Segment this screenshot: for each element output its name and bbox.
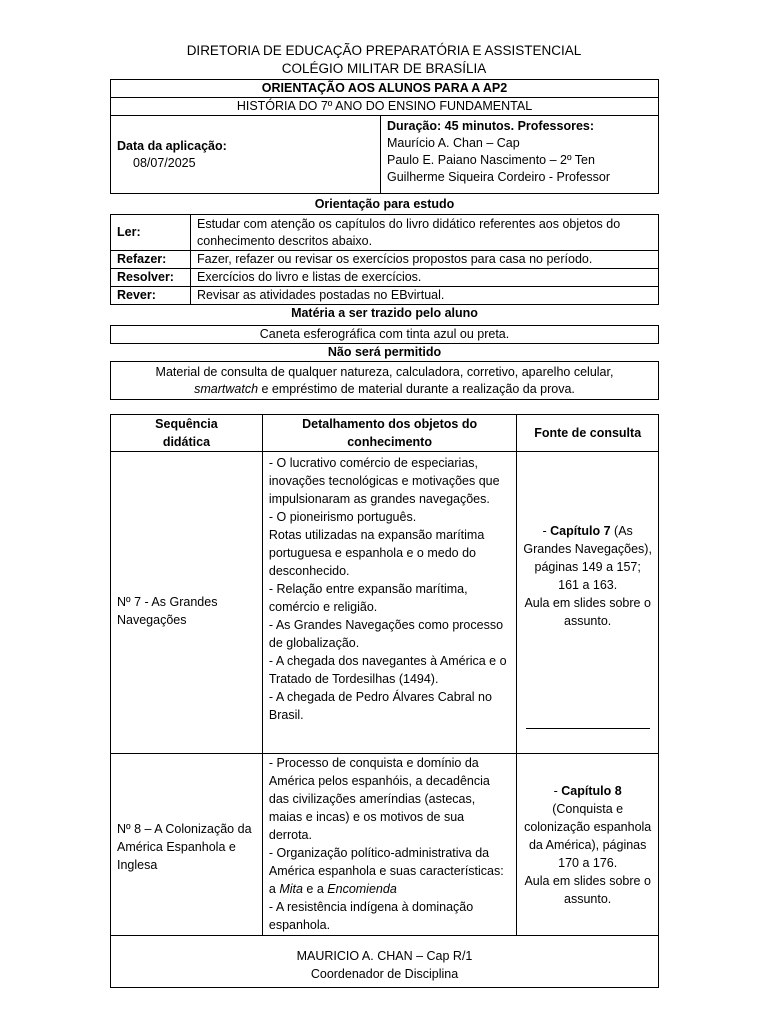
- study-text-ler: Estudar com atenção os capítulos do livro didático referentes aos objetos do conhecimento descritos abaixo.: [191, 215, 659, 251]
- material-text: Caneta esferográfica com tinta azul ou preta.: [111, 326, 659, 344]
- duration-text: Duração: 45 minutos. Professores:: [387, 119, 595, 133]
- info-table: [110, 79, 659, 194]
- row1-detail-item: - O lucrativo comércio de especiarias, inovações tecnológicas e motivações que impulsionaram as grandes navegações.: [268, 456, 500, 506]
- row2-detail2-mid: e a: [302, 882, 328, 896]
- study-text-refazer: Fazer, refazer ou revisar os exercícios propostos para casa no período.: [191, 251, 659, 269]
- header-sequence: Sequência didática: [111, 415, 263, 452]
- row2-source-chapter: Capítulo 8: [561, 783, 622, 798]
- institution-line: DIRETORIA DE EDUCAÇÃO PREPARATÓRIA E ASSISTENCIAL: [186, 43, 582, 58]
- row1-details: [262, 452, 516, 754]
- row2-source-rest: (Conquista e colonização espanhola da América), páginas 170 a 176.: [524, 801, 652, 870]
- source-separator: [526, 728, 650, 729]
- row2-detail2-before: - Organização político-administrativa da América espanhola e suas características: a: [268, 846, 504, 896]
- doc-title: ORIENTAÇÃO AOS ALUNOS PARA A AP2: [111, 80, 659, 98]
- forbidden-text-before: Material de consulta de qualquer natureza, calculadora, corretivo, aparelho celular,: [155, 364, 614, 379]
- header-details: Detalhamento dos objetos do conhecimento: [262, 415, 516, 452]
- study-label-ler: Ler:: [111, 215, 191, 251]
- row1-source-rest: (As Grandes Navegações), páginas 149 a 157; 161 a 163.: [523, 524, 652, 592]
- study-label-resolver: Resolver:: [111, 269, 191, 287]
- study-text-resolver: Exercícios do livro e listas de exercícios.: [191, 269, 659, 287]
- row1-source: [517, 452, 659, 754]
- row2-source-prefix: -: [553, 783, 562, 798]
- professor-2: Paulo E. Paiano Nascimento – 2º Ten: [387, 153, 595, 167]
- row1-source-extra: Aula em slides sobre o assunto.: [524, 596, 651, 628]
- row1-detail-item: Rotas utilizadas na expansão marítima portuguesa e espanhola e o medo do desconhecido.: [268, 528, 485, 578]
- row2-detail-item: - A resistência indígena à dominação espanhola.: [268, 900, 474, 932]
- study-title: Orientação para estudo: [314, 197, 455, 211]
- row2-source-text: [523, 782, 652, 872]
- row2-detail2-encomienda: Encomienda: [327, 882, 397, 896]
- professor-1: Maurício A. Chan – Cap: [387, 136, 520, 150]
- forbidden-text-italic: smartwatch: [194, 381, 259, 396]
- row2-source-extra: Aula em slides sobre o assunto.: [524, 873, 651, 906]
- row2-sequence: Nº 8 – A Colonização da América Espanhola e Inglesa: [111, 754, 263, 936]
- forbidden-title: Não será permitido: [327, 345, 442, 359]
- material-title: Matéria a ser trazido pelo aluno: [291, 306, 478, 320]
- signature-cell: [111, 936, 659, 988]
- study-text-rever: Revisar as atividades postadas no EBvirtual.: [191, 287, 659, 305]
- row2-source: [517, 754, 659, 936]
- row1-detail-item: - A chegada dos navegantes à América e o Tratado de Tordesilhas (1494).: [268, 654, 507, 686]
- date-value: 08/07/2025: [133, 155, 196, 170]
- doc-subtitle: HISTÓRIA DO 7º ANO DO ENSINO FUNDAMENTAL: [111, 98, 659, 116]
- coordinator-name: MAURICIO A. CHAN – Cap R/1: [296, 948, 473, 963]
- study-label-rever: Rever:: [111, 287, 191, 305]
- row1-source-chapter: Capítulo 7: [550, 524, 611, 538]
- row1-source-prefix: -: [542, 524, 551, 538]
- content-table: [110, 414, 659, 988]
- row2-detail-item: - Processo de conquista e domínio da América pelos espanhóis, a decadência das civilizações ameríndias (astecas, maias e incas) e os motivos de sua derrota.: [268, 756, 490, 842]
- row1-detail-item: - O pioneirismo português.: [268, 510, 417, 524]
- row1-sequence: Nº 7 - As Grandes Navegações: [111, 452, 263, 754]
- row2-detail2-mita: Mita: [279, 882, 303, 896]
- forbidden-text: [111, 362, 659, 400]
- study-label-refazer: Refazer:: [111, 251, 191, 269]
- row1-detail-item: - A chegada de Pedro Álvares Cabral no Brasil.: [268, 690, 492, 722]
- row1-detail-item: - As Grandes Navegações como processo de globalização.: [268, 618, 504, 650]
- school-line: COLÉGIO MILITAR DE BRASÍLIA: [281, 61, 487, 76]
- row2-details: [262, 754, 516, 936]
- date-cell: [111, 116, 381, 194]
- coordinator-role: Coordenador de Disciplina: [310, 966, 459, 981]
- forbidden-table: [110, 361, 659, 400]
- date-label: Data da aplicação:: [117, 138, 227, 153]
- row2-detail-item: [269, 844, 510, 898]
- material-table: [110, 325, 659, 344]
- professor-3: Guilherme Siqueira Cordeiro - Professor: [387, 170, 611, 184]
- forbidden-text-after: e empréstimo de material durante a realização da prova.: [258, 381, 575, 396]
- row1-source-text: [523, 522, 652, 594]
- professors-cell: [381, 116, 659, 194]
- header-source: Fonte de consulta: [517, 415, 659, 452]
- study-table: [110, 214, 659, 305]
- row1-detail-item: - Relação entre expansão marítima, comércio e religião.: [268, 582, 468, 614]
